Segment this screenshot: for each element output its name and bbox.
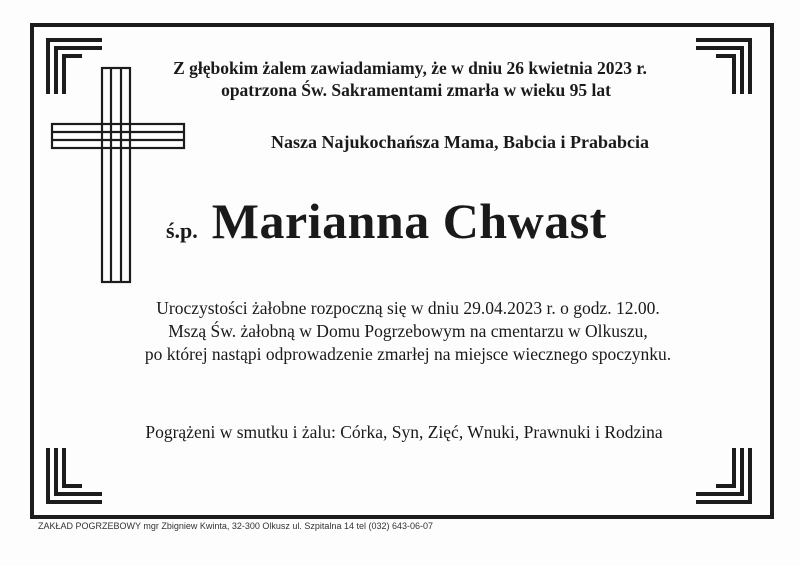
ceremony-line-2: Mszą Św. żałobną w Domu Pogrzebowym na cmentarzu w Olkuszu, xyxy=(168,321,648,341)
corner-ornament-bottom-right-icon xyxy=(694,446,754,506)
intro-line-2: opatrzona Św. Sakramentami zmarła w wieku 95 lat xyxy=(221,80,611,100)
family-relation-subtitle: Nasza Najukochańsza Mama, Babcia i Prababcia xyxy=(271,132,649,152)
deceased-name-row xyxy=(166,192,607,250)
funeral-home-footer: ZAKŁAD POGRZEBOWY mgr Zbigniew Kwinta, 32-300 Olkusz ul. Szpitalna 14 tel (032) 643-06-07 xyxy=(38,521,434,531)
ceremony-line-3: po której nastąpi odprowadzenie zmarłej na miejsce wiecznego spoczynku. xyxy=(144,344,672,364)
intro-line-1: Z głębokim żalem zawiadamiamy, że w dniu 26 kwietnia 2023 r. xyxy=(173,58,647,78)
mourners-line: Pogrążeni w smutku i żalu: Córka, Syn, Zięć, Wnuki, Prawnuki i Rodzina xyxy=(145,422,663,442)
ceremony-line-1: Uroczystości żałobne rozpoczną się w dniu 29.04.2023 r. o godz. 12.00. xyxy=(156,298,660,318)
corner-ornament-bottom-left-icon xyxy=(44,446,104,506)
deceased-name: Marianna Chwast xyxy=(211,193,607,249)
name-prefix: ś.p. xyxy=(166,218,198,243)
